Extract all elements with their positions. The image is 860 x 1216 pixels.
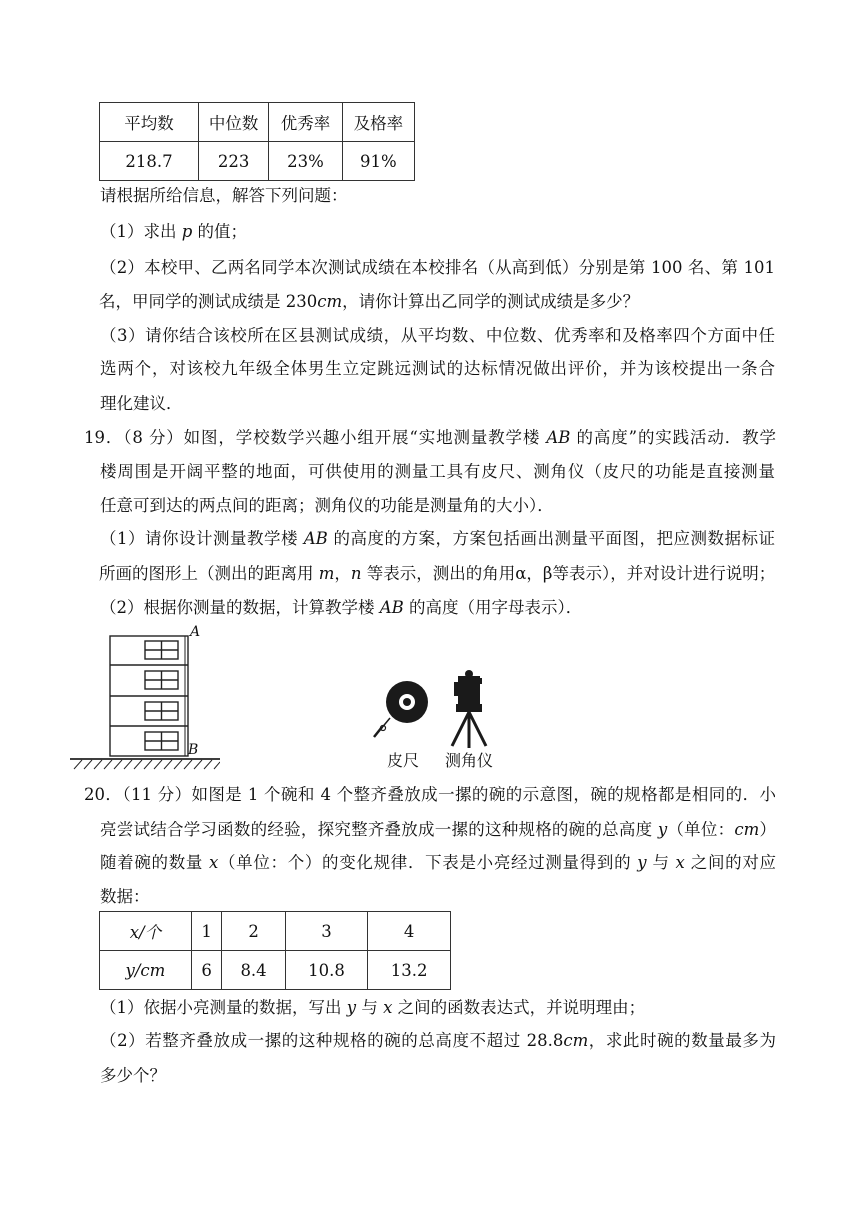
q19-line1: 19．（8 分）如图，学校数学兴趣小组开展“实地测量教学楼 AB 的高度”的实践活动．教学 [84,428,776,447]
q20-line2: 亮尝试结合学习函数的经验，探究整齐叠放成一摞的这种规格的碗的总高度 y（单位：cm） [100,820,777,839]
q20-line1: 20．（11 分）如图是 1 个碗和 4 个整齐叠放成一摞的碗的示意图，碗的规格都是相同的．小 [84,785,776,804]
theodolite-icon [444,668,494,748]
q18-part2-line2: 名，甲同学的测试成绩是 230cm，请你计算出乙同学的测试成绩是多少？ [99,292,640,311]
stats-header: 优秀率 [269,103,342,142]
xy-cell: 2 [222,912,285,951]
xy-header: x/个 [100,912,192,951]
q18-part1: （1）求出 p 的值； [100,222,248,241]
xy-cell: 13.2 [368,951,451,990]
xy-cell: 6 [191,951,222,990]
q19-line3: 任意可到达的两点间的距离；测角仪的功能是测量角的大小）． [100,496,554,515]
q19-sub1-line1: （1）请你设计测量教学楼 AB 的高度的方案，方案包括画出测量平面图，把应测数据标证 [100,529,775,548]
q20-sub2: （2）若整齐叠放成一摞的这种规格的碗的总高度不超过 28.8cm，求此时碗的数量最多为 [100,1031,776,1050]
stats-value: 218.7 [100,142,199,181]
q19-line2: 楼周围是开阔平整的地面，可供使用的测量工具有皮尺、测角仪（皮尺的功能是直接测量 [100,462,775,481]
xy-cell: 4 [368,912,451,951]
q18-part3-line1: （3）请你结合该校所在区县测试成绩，从平均数、中位数、优秀率和及格率四个方面中任 [100,326,775,345]
stats-header: 平均数 [100,103,199,142]
q18-part3-line2: 选两个，对该校九年级全体男生立定跳远测试的达标情况做出评价，并为该校提出一条合 [100,359,775,378]
stats-value: 91% [342,142,414,181]
xy-cell: 10.8 [285,951,368,990]
xy-header: y/cm [100,951,192,990]
tape-measure-caption: 皮尺 [387,751,420,770]
q19-sub1-line2: 所画的图形上（测出的距离用 m，n 等表示，测出的角用α，β等表示），并对设计进行说明； [99,564,776,583]
q20-sub1: （1）依据小亮测量的数据，写出 y 与 x 之间的函数表达式，并说明理由； [100,998,646,1017]
point-b-label: B [188,742,199,758]
q20-line3: 随着碗的数量 x（单位：个）的变化规律．下表是小亮经过测量得到的 y 与 x 之间的对应 [100,853,776,872]
xy-table [99,911,451,990]
q20-line4: 数据： [100,887,150,906]
q18-intro: 请根据所给信息，解答下列问题： [100,186,348,205]
q18-part2-line1: （2）本校甲、乙两名同学本次测试成绩在本校排名（从高到低）分别是第 100 名、第 101 [100,258,775,277]
stats-table [99,102,415,181]
point-a-label: A [190,624,201,640]
ground-hatching [70,759,220,769]
stats-value: 223 [199,142,269,181]
stats-header: 中位数 [199,103,269,142]
xy-cell: 1 [191,912,222,951]
building-outline [110,636,188,756]
q20-sub2-line2: 多少个？ [100,1066,166,1085]
xy-cell: 8.4 [222,951,285,990]
q18-part3-line3: 理化建议． [100,394,183,413]
stats-header: 及格率 [342,103,414,142]
stats-value: 23% [269,142,342,181]
xy-cell: 3 [285,912,368,951]
q19-sub2: （2）根据你测量的数据，计算教学楼 AB 的高度（用字母表示）． [100,598,583,617]
tape-measure-icon [372,680,434,740]
theodolite-caption: 测角仪 [445,751,494,770]
